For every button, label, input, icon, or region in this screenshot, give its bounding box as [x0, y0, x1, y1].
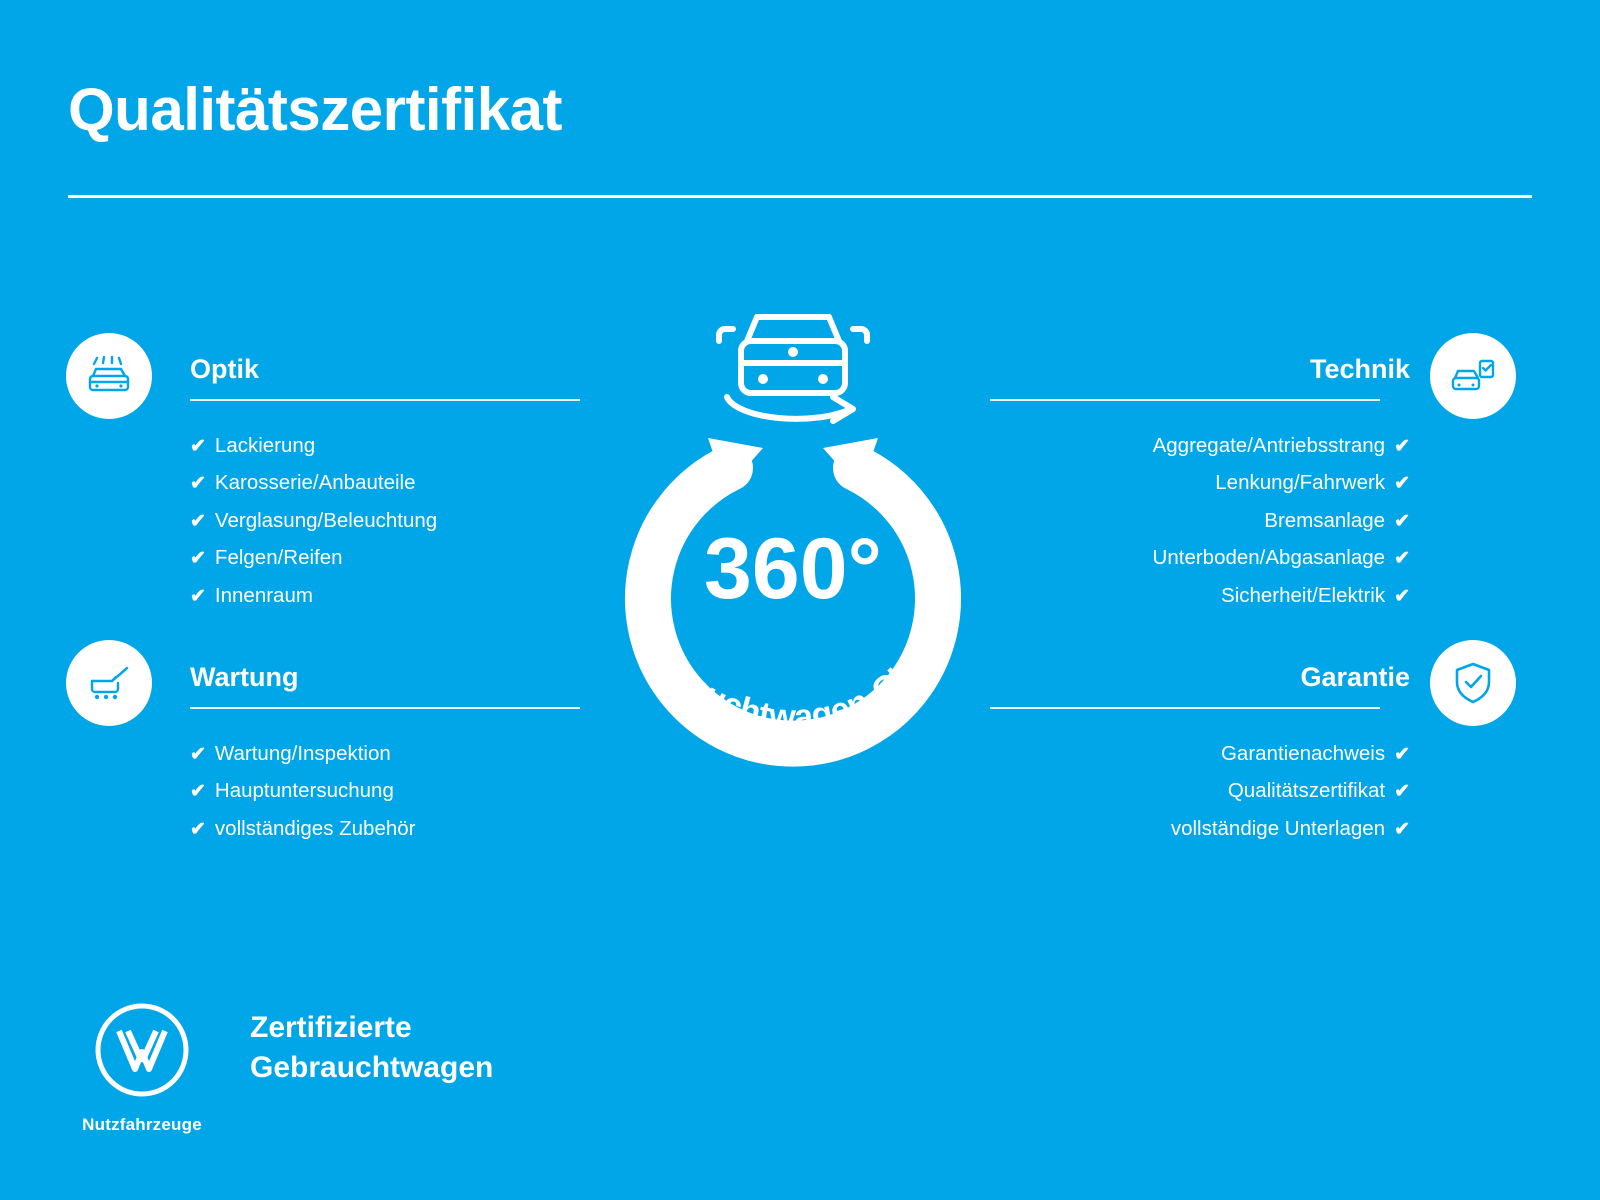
- wartung-divider: [190, 707, 580, 709]
- optik-heading: Optik: [190, 354, 260, 384]
- car-front-wash-icon: [84, 354, 134, 398]
- check-icon: ✔: [190, 743, 206, 765]
- page-title: Qualitätszertifikat: [68, 76, 562, 143]
- oil-can-icon: [84, 661, 134, 705]
- list-item-label: Bremsanlage: [1264, 508, 1386, 532]
- list-item-label: Garantienachweis: [1220, 741, 1386, 765]
- list-item-label: Wartung/Inspektion: [214, 741, 391, 765]
- check-icon: ✔: [1394, 586, 1410, 607]
- logo-caption: Nutzfahrzeuge: [82, 1115, 202, 1134]
- list-item-label: Karosserie/Anbauteile: [214, 471, 416, 495]
- shield-check-icon: [1450, 660, 1496, 706]
- check-icon: ✔: [1394, 510, 1410, 532]
- check-icon: ✔: [1394, 548, 1410, 570]
- check-icon: ✔: [1394, 743, 1410, 765]
- check-icon: ✔: [190, 818, 206, 840]
- check-icon: ✔: [190, 435, 206, 457]
- technik-heading: Technik: [1309, 354, 1410, 384]
- garantie-badge: [1430, 640, 1516, 726]
- header: [68, 78, 1532, 198]
- wartung-badge: [66, 640, 152, 726]
- check-icon: ✔: [1394, 435, 1410, 457]
- vw-logo: [92, 1087, 192, 1104]
- check-icon: ✔: [1394, 781, 1410, 803]
- list-item-label: Qualitätszertifikat: [1227, 779, 1386, 803]
- optik-divider: [190, 399, 580, 401]
- list-item-label: Verglasung/Beleuchtung: [214, 508, 438, 532]
- wartung-heading: Wartung: [190, 662, 299, 692]
- footer-text: [250, 1008, 493, 1087]
- technik-badge: [1430, 333, 1516, 419]
- check-icon: ✔: [190, 781, 206, 803]
- optik-badge: [66, 333, 152, 419]
- car-checklist-icon: [1448, 354, 1498, 398]
- check-icon: ✔: [190, 586, 206, 607]
- list-item-label: vollständige Unterlagen: [1170, 816, 1386, 840]
- list-item-label: Hauptuntersuchung: [214, 779, 394, 803]
- list-item-label: Lenkung/Fahrwerk: [1215, 471, 1386, 495]
- list-item-label: Innenraum: [214, 584, 313, 607]
- list-item: [190, 810, 650, 848]
- garantie-divider: [990, 707, 1380, 709]
- garantie-heading: Garantie: [1300, 662, 1410, 692]
- list-item-label: Felgen/Reifen: [214, 546, 343, 570]
- technik-divider: [990, 399, 1380, 401]
- check-icon: ✔: [1394, 473, 1410, 495]
- check-icon: ✔: [1394, 818, 1410, 840]
- check-icon: ✔: [190, 510, 206, 532]
- degrees-label: 360°: [704, 521, 882, 617]
- list-item-label: vollständiges Zubehör: [214, 816, 416, 840]
- list-item-label: Unterboden/Abgasanlage: [1152, 546, 1386, 570]
- arc-label: Gebrauchtwagen-Check: [628, 615, 958, 737]
- list-item: [950, 810, 1410, 848]
- footer-line-2: Gebrauchtwagen: [250, 1050, 494, 1084]
- car-360-rotate-icon: [719, 317, 867, 421]
- center-360-mark: [558, 278, 1028, 788]
- check-icon: ✔: [190, 548, 206, 570]
- footer: [78, 1000, 493, 1135]
- header-divider: [68, 195, 1532, 198]
- list-item-label: Sicherheit/Elektrik: [1221, 584, 1386, 607]
- footer-line-1: Zertifizierte: [250, 1011, 412, 1044]
- list-item-label: Aggregate/Antriebsstrang: [1152, 433, 1386, 457]
- check-icon: ✔: [190, 473, 206, 495]
- list-item-label: Lackierung: [214, 433, 316, 457]
- vw-logo-block: [78, 1000, 206, 1135]
